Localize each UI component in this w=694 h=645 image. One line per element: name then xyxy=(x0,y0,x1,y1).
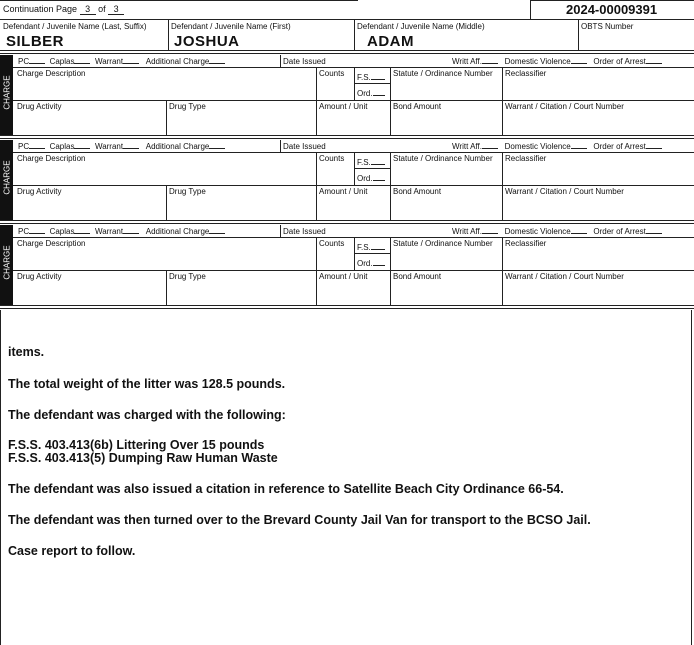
additional-charge-field[interactable] xyxy=(209,63,225,64)
pc-field[interactable] xyxy=(29,63,45,64)
first-name-value: JOSHUA xyxy=(174,33,240,50)
ord-field[interactable] xyxy=(373,265,385,266)
pc-label: PC xyxy=(18,142,30,151)
charge-side-label: CHARGE xyxy=(2,75,12,110)
charge-description-label: Charge Description xyxy=(17,154,86,163)
narrative-line: items. xyxy=(8,345,45,359)
last-name-value: SILBER xyxy=(6,33,65,50)
last-name-label: Defendant / Juvenile Name (Last, Suffix) xyxy=(3,22,147,31)
reclassifier-label: Reclassifier xyxy=(505,239,547,248)
drug-activity-label: Drug Activity xyxy=(17,272,62,281)
charge-side-tab xyxy=(0,140,13,220)
pc-field[interactable] xyxy=(29,148,45,149)
charge-description-label: Charge Description xyxy=(17,239,86,248)
statute-label: Statute / Ordinance Number xyxy=(393,154,493,163)
amount-unit-label: Amount / Unit xyxy=(319,272,368,281)
ord-label: Ord. xyxy=(357,174,373,183)
date-issued-label: Date Issued xyxy=(283,57,326,66)
charge-block xyxy=(0,140,694,226)
fs-field[interactable] xyxy=(371,249,385,250)
additional-charge-field[interactable] xyxy=(209,233,225,234)
additional-charge-label: Additional Charge xyxy=(145,227,210,236)
ord-label: Ord. xyxy=(357,89,373,98)
pc-label: PC xyxy=(18,227,30,236)
narrative-line: F.S.S. 403.413(5) Dumping Raw Human Waste xyxy=(8,451,278,465)
drug-activity-label: Drug Activity xyxy=(17,102,62,111)
drug-type-label: Drug Type xyxy=(169,102,206,111)
additional-charge-label: Additional Charge xyxy=(145,57,210,66)
warrant-label: Warrant xyxy=(94,142,124,151)
charge-side-tab xyxy=(0,55,13,135)
page-total: 3 xyxy=(108,5,124,15)
warrant-field[interactable] xyxy=(123,148,139,149)
of-label: of xyxy=(98,4,106,14)
charge-side-tab xyxy=(0,225,13,305)
dv-field[interactable] xyxy=(571,148,587,149)
fs-label: F.S. xyxy=(357,73,371,82)
narrative-line: The defendant was also issued a citation in reference to Satellite Beach City Ordinance 66-54. xyxy=(8,482,564,496)
narrative-line: Case report to follow. xyxy=(8,544,136,558)
middle-name-label: Defendant / Juvenile Name (Middle) xyxy=(357,22,485,31)
additional-charge-field[interactable] xyxy=(209,148,225,149)
additional-charge-label: Additional Charge xyxy=(145,142,210,151)
amount-unit-label: Amount / Unit xyxy=(319,187,368,196)
reclassifier-label: Reclassifier xyxy=(505,69,547,78)
first-name-label: Defendant / Juvenile Name (First) xyxy=(171,22,291,31)
charge-description-label: Charge Description xyxy=(17,69,86,78)
warrant-label: Warrant xyxy=(94,227,124,236)
order-field[interactable] xyxy=(646,233,662,234)
fs-label: F.S. xyxy=(357,158,371,167)
writt-field[interactable] xyxy=(482,148,498,149)
dv-label: Domestic Violence xyxy=(504,227,571,236)
dv-field[interactable] xyxy=(571,63,587,64)
reclassifier-label: Reclassifier xyxy=(505,154,547,163)
dv-label: Domestic Violence xyxy=(504,57,571,66)
charge-side-label: CHARGE xyxy=(2,245,12,280)
citation-number-label: Warrant / Citation / Court Number xyxy=(505,102,624,111)
charge-block xyxy=(0,55,694,141)
capias-label: Caplas xyxy=(49,57,75,66)
ord-label: Ord. xyxy=(357,259,373,268)
counts-label: Counts xyxy=(319,239,345,248)
order-field[interactable] xyxy=(646,63,662,64)
order-label: Order of Arrest xyxy=(593,57,646,66)
order-field[interactable] xyxy=(646,148,662,149)
amount-unit-label: Amount / Unit xyxy=(319,102,368,111)
capias-label: Caplas xyxy=(49,227,75,236)
fs-field[interactable] xyxy=(371,79,385,80)
bond-amount-label: Bond Amount xyxy=(393,187,442,196)
citation-number-label: Warrant / Citation / Court Number xyxy=(505,272,624,281)
drug-activity-label: Drug Activity xyxy=(17,187,62,196)
charge-block xyxy=(0,225,694,311)
continuation-page xyxy=(3,5,124,15)
warrant-field[interactable] xyxy=(123,63,139,64)
order-label: Order of Arrest xyxy=(593,227,646,236)
charge-side-label: CHARGE xyxy=(2,160,12,195)
obts-label: OBTS Number xyxy=(581,22,634,31)
date-issued-label: Date Issued xyxy=(283,142,326,151)
narrative-line: F.S.S. 403.413(6b) Littering Over 15 pounds xyxy=(8,438,265,452)
middle-name-value: ADAM xyxy=(367,33,414,50)
narrative-line: The defendant was then turned over to the Brevard County Jail Van for transport to the BCSO Jail. xyxy=(8,513,591,527)
pc-field[interactable] xyxy=(29,233,45,234)
continuation-label: Continuation Page xyxy=(3,4,78,14)
statute-label: Statute / Ordinance Number xyxy=(393,69,493,78)
order-label: Order of Arrest xyxy=(593,142,646,151)
bond-amount-label: Bond Amount xyxy=(393,102,442,111)
writt-field[interactable] xyxy=(482,233,498,234)
capias-field[interactable] xyxy=(74,233,90,234)
warrant-field[interactable] xyxy=(123,233,139,234)
capias-label: Caplas xyxy=(49,142,75,151)
capias-field[interactable] xyxy=(74,63,90,64)
drug-type-label: Drug Type xyxy=(169,272,206,281)
pc-label: PC xyxy=(18,57,30,66)
statute-label: Statute / Ordinance Number xyxy=(393,239,493,248)
writt-label: Writt Aff. xyxy=(452,142,482,151)
dv-field[interactable] xyxy=(571,233,587,234)
warrant-label: Warrant xyxy=(94,57,124,66)
writt-field[interactable] xyxy=(482,63,498,64)
counts-label: Counts xyxy=(319,154,345,163)
citation-number-label: Warrant / Citation / Court Number xyxy=(505,187,624,196)
ord-field[interactable] xyxy=(373,180,385,181)
case-number: 2024-00009391 xyxy=(566,2,658,17)
fs-field[interactable] xyxy=(371,164,385,165)
ord-field[interactable] xyxy=(373,95,385,96)
writt-label: Writt Aff. xyxy=(452,227,482,236)
counts-label: Counts xyxy=(319,69,345,78)
page-current: 3 xyxy=(80,5,96,15)
writt-label: Writt Aff. xyxy=(452,57,482,66)
drug-type-label: Drug Type xyxy=(169,187,206,196)
bond-amount-label: Bond Amount xyxy=(393,272,442,281)
narrative-line: The defendant was charged with the following: xyxy=(8,408,286,422)
capias-field[interactable] xyxy=(74,148,90,149)
dv-label: Domestic Violence xyxy=(504,142,571,151)
narrative-line: The total weight of the litter was 128.5 pounds. xyxy=(8,377,286,391)
fs-label: F.S. xyxy=(357,243,371,252)
date-issued-label: Date Issued xyxy=(283,227,326,236)
